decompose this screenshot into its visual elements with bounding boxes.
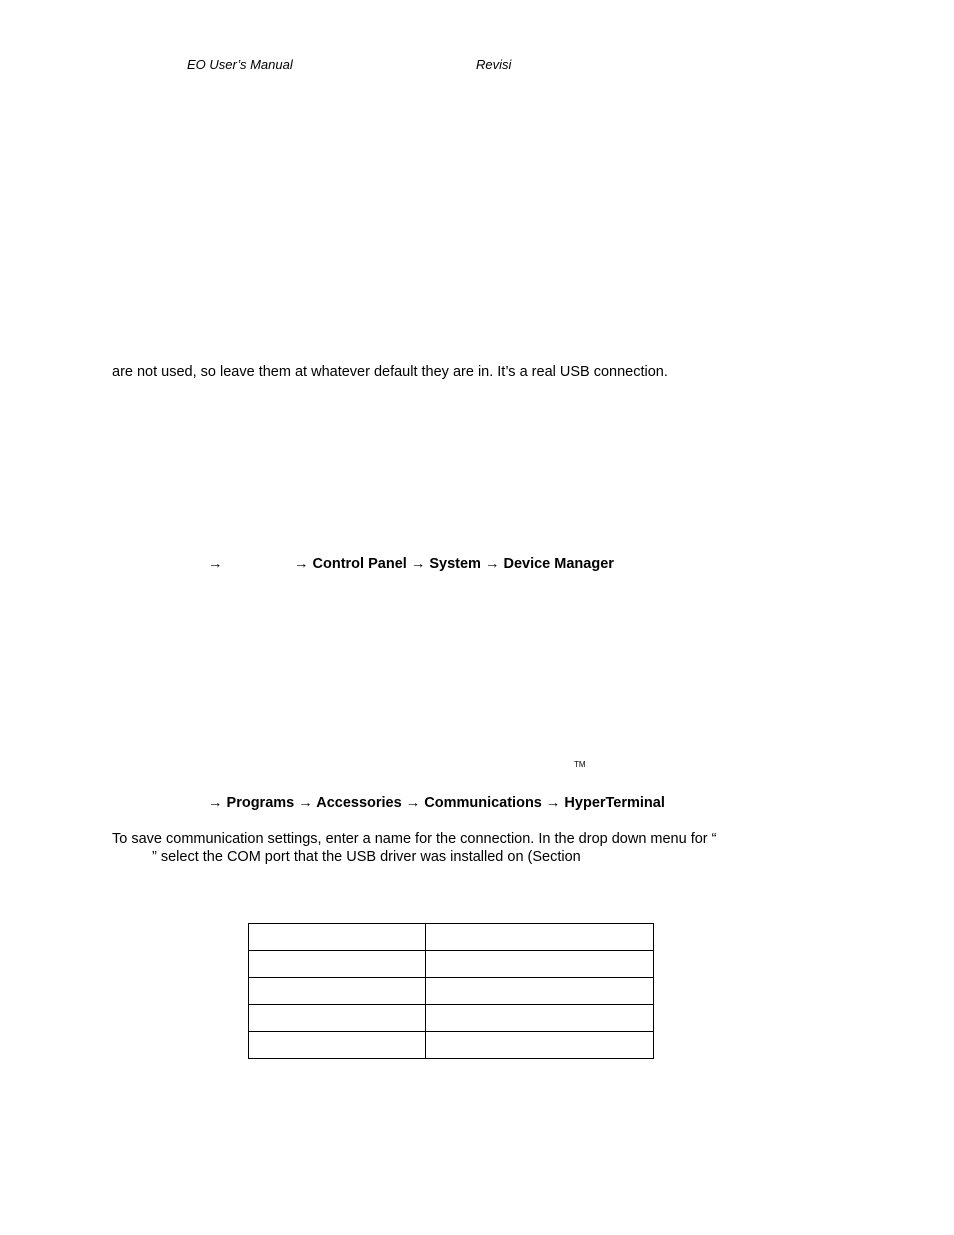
header-title: EO User’s Manual <box>187 57 293 72</box>
table-cell <box>426 978 654 1005</box>
table-row <box>249 924 654 951</box>
table-cell <box>426 924 654 951</box>
table-row <box>249 978 654 1005</box>
device-manager-path: → Control Panel → System → Device Manager <box>294 556 614 572</box>
trademark-symbol: TM <box>574 760 586 769</box>
table-cell <box>249 978 426 1005</box>
header-revision: Revisi <box>476 57 512 72</box>
table-cell <box>249 1005 426 1032</box>
save-settings-line-1: To save communication settings, enter a name for the connection. In the drop down menu for “ <box>112 831 717 847</box>
usb-note-paragraph: are not used, so leave them at whatever default they are in. It’s a real USB connection. <box>112 364 668 380</box>
table-cell <box>426 1005 654 1032</box>
save-settings-line-2: ” select the COM port that the USB driver was installed on (Section <box>152 849 581 865</box>
table-cell <box>249 924 426 951</box>
device-manager-arrow: → <box>208 556 223 572</box>
com-settings-table <box>248 923 654 1059</box>
hyperterminal-path: → Programs → Accessories → Communications → HyperTerminal <box>208 795 665 811</box>
table-cell <box>249 1032 426 1059</box>
table-row <box>249 1032 654 1059</box>
table-row <box>249 1005 654 1032</box>
table-cell <box>249 951 426 978</box>
table-cell <box>426 1032 654 1059</box>
table-row <box>249 951 654 978</box>
table-cell <box>426 951 654 978</box>
